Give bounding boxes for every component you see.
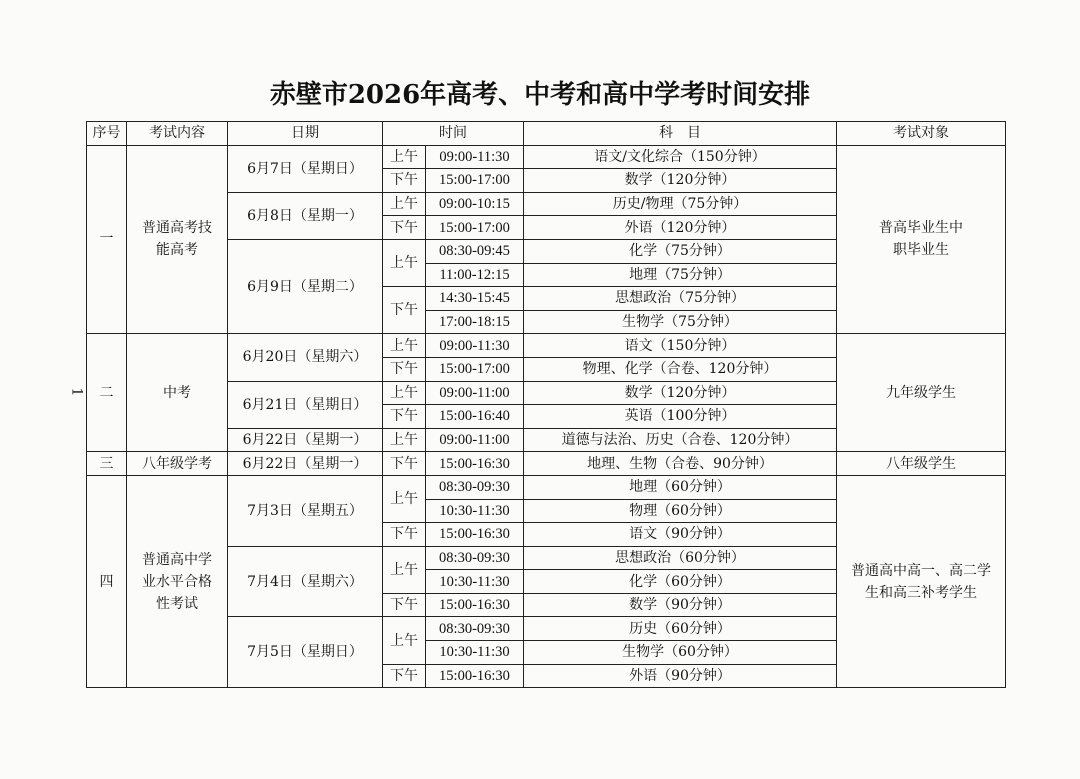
exam-time: 15:00-16:30: [426, 664, 524, 688]
exam-subject: 历史/物理（75分钟）: [524, 192, 837, 216]
am-pm-label: 上午: [383, 428, 426, 452]
table-row: [87, 334, 1006, 358]
am-pm-label: 上午: [383, 381, 426, 405]
table-row: [87, 145, 1006, 169]
exam-subject: 外语（120分钟）: [524, 216, 837, 240]
exam-audience: 普通高中高一、高二学生和高三补考学生: [837, 475, 1006, 687]
exam-date: 6月22日（星期一）: [228, 452, 383, 476]
exam-subject: 生物学（75分钟）: [524, 310, 837, 334]
exam-time: 15:00-16:30: [426, 452, 524, 476]
exam-subject: 语文（150分钟）: [524, 334, 837, 358]
header-num: 序号: [87, 122, 127, 146]
header-time: 时间: [383, 122, 524, 146]
table-row: [87, 452, 1006, 476]
exam-subject: 英语（100分钟）: [524, 405, 837, 429]
exam-subject: 地理、生物（合卷、90分钟）: [524, 452, 837, 476]
am-pm-label: 下午: [383, 452, 426, 476]
exam-time: 08:30-09:30: [426, 546, 524, 570]
exam-subject: 地理（75分钟）: [524, 263, 837, 287]
exam-subject: 语文/文化综合（150分钟）: [524, 145, 837, 169]
exam-time: 09:00-11:00: [426, 381, 524, 405]
exam-date: 7月3日（星期五）: [228, 475, 383, 546]
exam-subject: 历史（60分钟）: [524, 617, 837, 641]
exam-audience: 普高毕业生中职毕业生: [837, 145, 1006, 334]
exam-subject: 道德与法治、历史（合卷、120分钟）: [524, 428, 837, 452]
group-number: 二: [87, 334, 127, 452]
exam-subject: 地理（60分钟）: [524, 475, 837, 499]
exam-subject: 思想政治（60分钟）: [524, 546, 837, 570]
am-pm-label: 上午: [383, 546, 426, 593]
group-number: 三: [87, 452, 127, 476]
exam-date: 6月7日（星期日）: [228, 145, 383, 192]
header-audience: 考试对象: [837, 122, 1006, 146]
exam-time: 11:00-12:15: [426, 263, 524, 287]
exam-subject: 外语（90分钟）: [524, 664, 837, 688]
header-subject: 科 目: [524, 122, 837, 146]
exam-time: 10:30-11:30: [426, 499, 524, 523]
exam-content: 普通高中学业水平合格性考试: [127, 475, 228, 687]
exam-content: 八年级学考: [127, 452, 228, 476]
am-pm-label: 下午: [383, 287, 426, 334]
schedule-body: [87, 145, 1006, 688]
schedule-table: [86, 121, 1006, 688]
header-content: 考试内容: [127, 122, 228, 146]
am-pm-label: 上午: [383, 617, 426, 664]
exam-time: 14:30-15:45: [426, 287, 524, 311]
exam-time: 15:00-17:00: [426, 357, 524, 381]
am-pm-label: 上午: [383, 475, 426, 522]
am-pm-label: 下午: [383, 216, 426, 240]
am-pm-label: 下午: [383, 593, 426, 617]
exam-date: 7月5日（星期日）: [228, 617, 383, 688]
exam-audience: 八年级学生: [837, 452, 1006, 476]
am-pm-label: 下午: [383, 169, 426, 193]
exam-time: 09:00-11:00: [426, 428, 524, 452]
am-pm-label: 下午: [383, 523, 426, 547]
exam-subject: 数学（120分钟）: [524, 169, 837, 193]
header-date: 日期: [228, 122, 383, 146]
exam-time: 08:30-09:30: [426, 475, 524, 499]
table-row: [87, 475, 1006, 499]
exam-time: 09:00-10:15: [426, 192, 524, 216]
am-pm-label: 上午: [383, 334, 426, 358]
exam-time: 08:30-09:45: [426, 239, 524, 263]
header-row: [87, 122, 1006, 146]
exam-subject: 生物学（60分钟）: [524, 641, 837, 665]
am-pm-label: 上午: [383, 145, 426, 169]
exam-subject: 语文（90分钟）: [524, 523, 837, 547]
group-number: 一: [87, 145, 127, 334]
exam-date: 6月20日（星期六）: [228, 334, 383, 381]
exam-time: 09:00-11:30: [426, 334, 524, 358]
exam-time: 15:00-17:00: [426, 169, 524, 193]
exam-date: 6月9日（星期二）: [228, 239, 383, 333]
exam-subject: 化学（75分钟）: [524, 239, 837, 263]
exam-time: 09:00-11:30: [426, 145, 524, 169]
exam-subject: 化学（60分钟）: [524, 570, 837, 594]
am-pm-label: 下午: [383, 405, 426, 429]
exam-subject: 物理、化学（合卷、120分钟）: [524, 357, 837, 381]
exam-subject: 思想政治（75分钟）: [524, 287, 837, 311]
am-pm-label: 上午: [383, 192, 426, 216]
exam-time: 15:00-16:30: [426, 523, 524, 547]
exam-subject: 数学（120分钟）: [524, 381, 837, 405]
exam-time: 15:00-16:30: [426, 593, 524, 617]
exam-time: 17:00-18:15: [426, 310, 524, 334]
exam-subject: 数学（90分钟）: [524, 593, 837, 617]
exam-content: 中考: [127, 334, 228, 452]
am-pm-label: 下午: [383, 357, 426, 381]
group-number: 四: [87, 475, 127, 687]
exam-time: 15:00-17:00: [426, 216, 524, 240]
exam-time: 15:00-16:40: [426, 405, 524, 429]
exam-content: 普通高考技能高考: [127, 145, 228, 334]
exam-date: 6月22日（星期一）: [228, 428, 383, 452]
exam-time: 10:30-11:30: [426, 570, 524, 594]
exam-date: 6月21日（星期日）: [228, 381, 383, 428]
exam-audience: 九年级学生: [837, 334, 1006, 452]
exam-time: 08:30-09:30: [426, 617, 524, 641]
am-pm-label: 下午: [383, 664, 426, 688]
exam-date: 7月4日（星期六）: [228, 546, 383, 617]
exam-time: 10:30-11:30: [426, 641, 524, 665]
exam-subject: 物理（60分钟）: [524, 499, 837, 523]
am-pm-label: 上午: [383, 239, 426, 286]
page-number: 1: [68, 387, 85, 397]
page-title: 赤壁市2026年高考、中考和高中学考时间安排: [269, 80, 811, 110]
exam-date: 6月8日（星期一）: [228, 192, 383, 239]
